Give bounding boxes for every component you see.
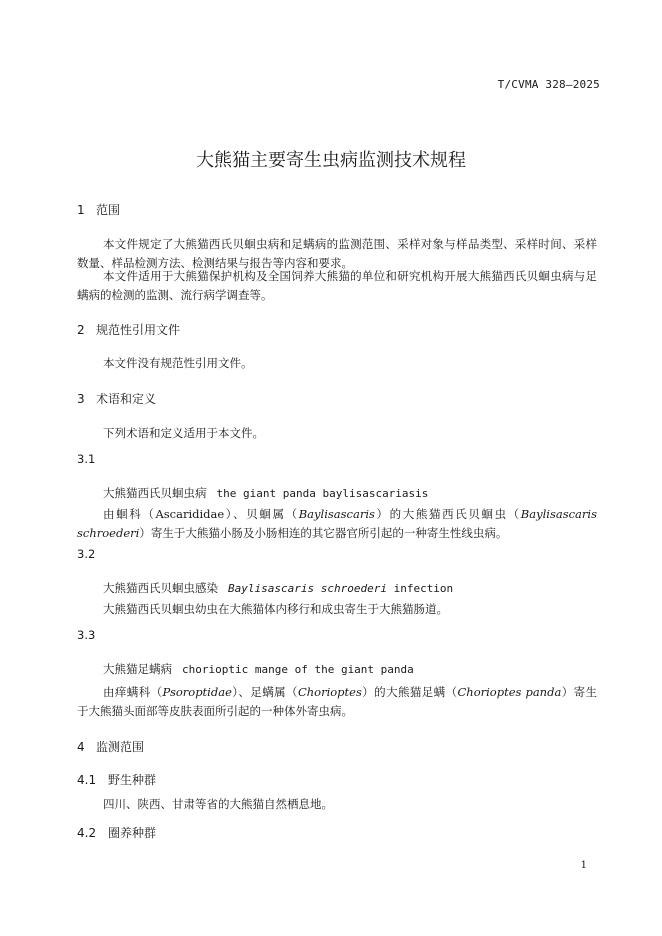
subsection-number: 4.2	[77, 826, 97, 840]
species-name: Baylisascaris schroederi	[77, 507, 597, 540]
section-2-heading	[77, 321, 180, 338]
section-number: 3	[77, 392, 85, 406]
section-3-paragraph-1: 下列术语和定义适用于本文件。	[103, 426, 264, 440]
genus-name: Chorioptes	[297, 685, 362, 699]
section-number: 4	[77, 740, 85, 754]
definition-text: ）、足螨属（	[231, 685, 298, 699]
section-3-heading	[77, 390, 156, 407]
section-1-heading	[77, 201, 120, 218]
genus-name: Baylisascaris	[298, 507, 375, 521]
definition-text: 由蛔科（Ascarididae）、贝蛔属（	[103, 507, 299, 521]
term-3-1-definition	[77, 505, 597, 543]
section-number: 2	[77, 323, 85, 337]
section-title: 范围	[96, 203, 121, 217]
term-chinese: 大熊猫西氏贝蛔虫感染	[103, 581, 218, 595]
subsection-title: 野生种群	[108, 773, 157, 787]
subsection-4-1-paragraph: 四川、陕西、甘肃等省的大熊猫自然栖息地。	[103, 797, 333, 811]
term-english	[228, 582, 453, 595]
subsection-number: 4.1	[77, 773, 97, 787]
document-title: 大熊猫主要寄生虫病监测技术规程	[196, 150, 466, 171]
page-number: 1	[580, 860, 587, 871]
section-number: 1	[77, 203, 85, 217]
species-name: Baylisascaris schroederi	[228, 582, 387, 595]
term-3-1-number: 3.1	[77, 452, 96, 466]
term-chinese: 大熊猫足螨病	[103, 662, 172, 676]
definition-text: ）寄生于大熊猫头面部等皮肤表面所引起的一种体外寄虫病。	[77, 685, 598, 718]
term-3-1-heading	[103, 485, 428, 501]
term-english: chorioptic mange of the giant panda	[182, 663, 414, 676]
term-english-rest: infection	[386, 582, 454, 595]
section-4-heading	[77, 738, 144, 755]
section-1-paragraph-1: 本文件规定了大熊猫西氏贝蛔虫病和足螨病的监测范围、采样对象与样品类型、采样时间、采样数量、样品检测方法、检测结果与报告等内容和要求。	[77, 237, 597, 270]
section-1-paragraph-2: 本文件适用于大熊猫保护机构及全国饲养大熊猫的单位和研究机构开展大熊猫西氏贝蛔虫病与足螨病的检测的监测、流行病学调查等。	[77, 269, 597, 302]
term-3-2-heading	[103, 580, 453, 596]
section-2-paragraph-1: 本文件没有规范性引用文件。	[103, 356, 253, 370]
family-name: Psoroptidae	[162, 685, 232, 699]
subsection-4-2-heading	[77, 824, 156, 841]
term-english: the giant panda baylisascariasis	[216, 487, 429, 500]
section-title: 监测范围	[96, 740, 145, 754]
term-3-3-definition	[77, 683, 597, 721]
species-name: Chorioptes panda	[457, 685, 562, 699]
section-title: 术语和定义	[96, 392, 157, 406]
document-number: T/CVMA 328—2025	[497, 78, 600, 91]
definition-text: ）的大熊猫足螨（	[361, 685, 458, 699]
term-3-3-heading	[103, 661, 414, 677]
definition-text: 由痒螨科（	[103, 685, 163, 699]
subsection-4-1-heading	[77, 771, 156, 788]
term-3-2-definition: 大熊猫西氏贝蛔虫幼虫在大熊猫体内移行和成虫寄生于大熊猫肠道。	[103, 602, 448, 616]
definition-text: ）寄生于大熊猫小肠及小肠相连的其它器官所引起的一种寄生性线虫病。	[139, 526, 508, 540]
subsection-title: 圈养种群	[108, 826, 157, 840]
term-3-2-number: 3.2	[77, 547, 96, 561]
term-3-3-number: 3.3	[77, 628, 96, 642]
definition-text: ）的大熊猫西氏贝蛔虫（	[374, 507, 521, 521]
term-chinese: 大熊猫西氏贝蛔虫病	[103, 486, 207, 500]
section-title: 规范性引用文件	[96, 323, 181, 337]
